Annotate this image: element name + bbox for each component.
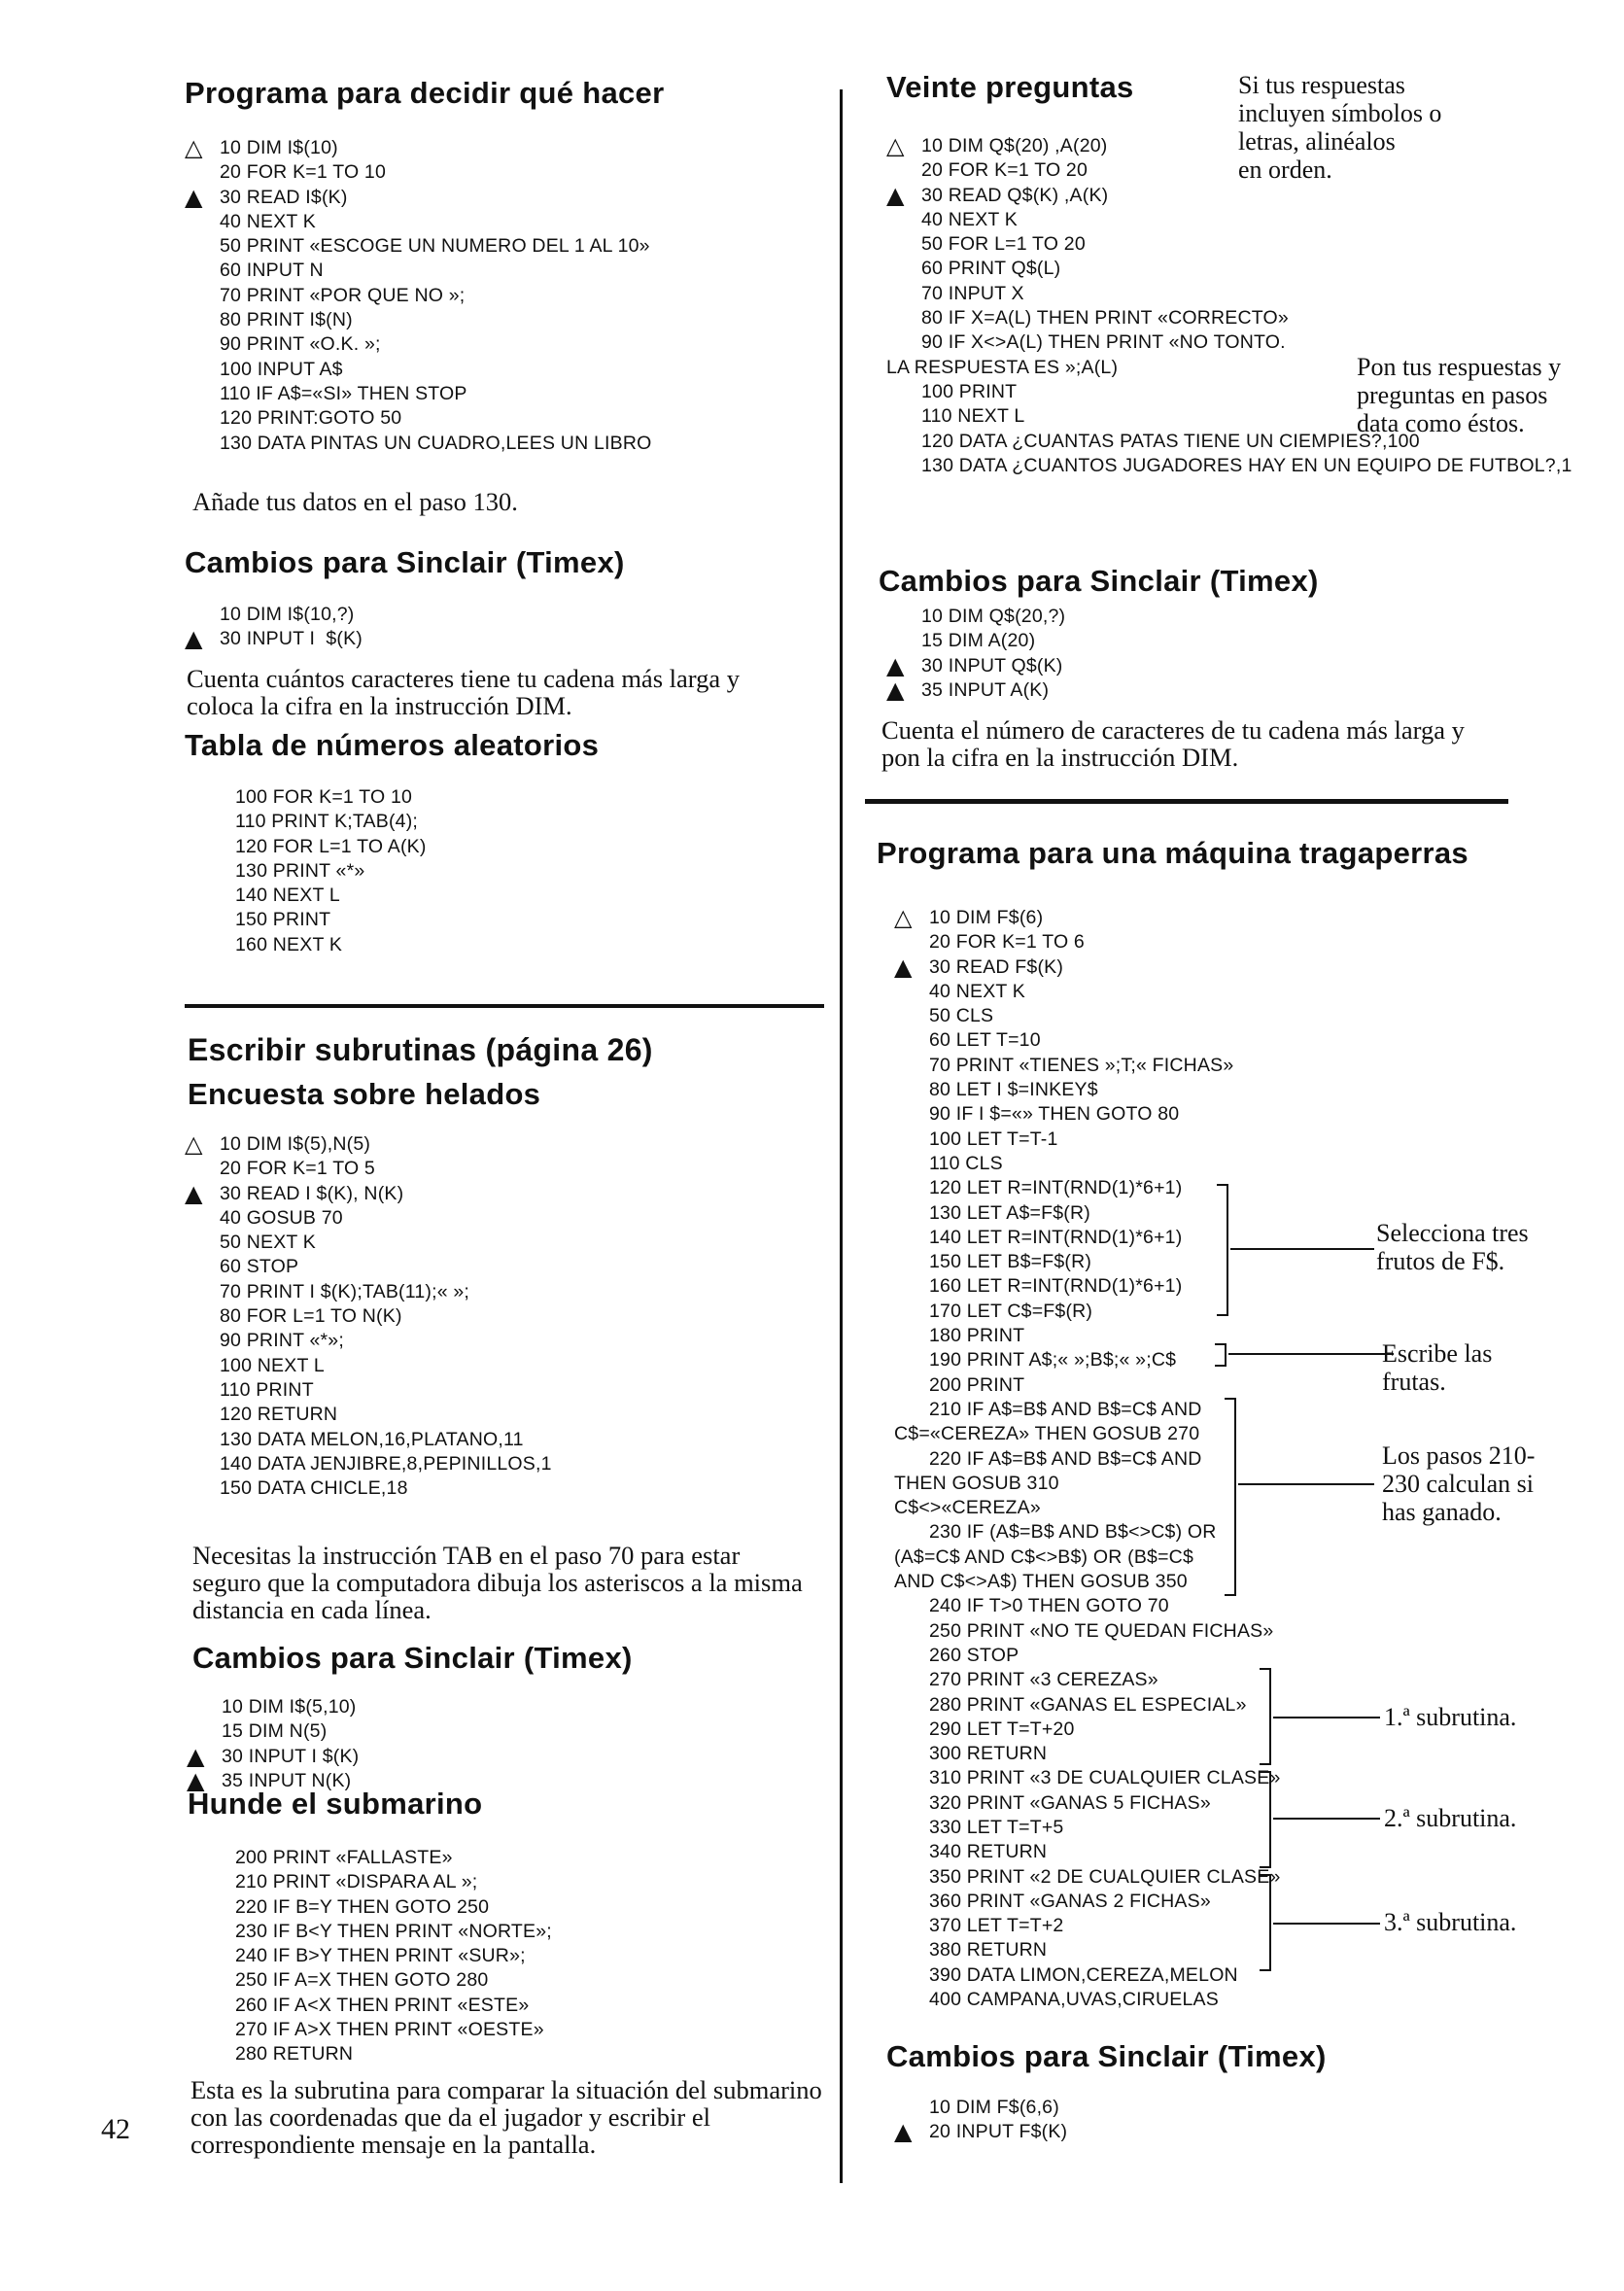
code-line — [894, 1766, 1281, 1790]
filled-triangle-icon: ▲ — [185, 183, 203, 211]
code-line — [185, 1206, 552, 1231]
code-line-text: 320 PRINT «GANAS 5 FICHAS» — [929, 1791, 1211, 1814]
code-line — [894, 1963, 1281, 1988]
annotation-pasos: Los pasos 210- 230 calculan si has ganado. — [1382, 1441, 1536, 1526]
code-line-text: 60 INPUT N — [220, 260, 324, 282]
code-line-text: 10 DIM F$(6) — [929, 907, 1044, 928]
filled-triangle-icon: ▲ — [894, 953, 913, 981]
code-line — [185, 259, 652, 283]
code-line-text: 140 NEXT L — [235, 885, 340, 907]
code-line — [185, 234, 652, 259]
code-line — [185, 332, 652, 357]
code-line — [200, 908, 427, 932]
code-line — [185, 1157, 552, 1181]
code-line — [185, 406, 652, 431]
code-line-text: 50 FOR L=1 TO 20 — [921, 233, 1086, 256]
code-line — [200, 1968, 552, 1993]
filled-triangle-icon: ▲ — [886, 651, 905, 679]
section-title-veinte: Veinte preguntas — [886, 70, 1134, 104]
code-line-text: 370 LET T=T+2 — [929, 1915, 1064, 1937]
code-line — [894, 1028, 1281, 1053]
code-line-text: 200 PRINT «FALLASTE» — [235, 1847, 453, 1868]
section-title-decidir: Programa para decidir qué hacer — [185, 76, 665, 110]
code-listing-sinclair-4 — [894, 2096, 1067, 2145]
code-line-text: 230 IF (A$=B$ AND B$<>C$) OR — [929, 1521, 1217, 1544]
note-decidir: Añade tus datos en el paso 130. — [192, 487, 518, 516]
code-line — [886, 257, 1572, 281]
code-line — [886, 232, 1572, 257]
code-line — [185, 432, 652, 456]
code-line — [185, 1452, 552, 1476]
code-line-text: 30 INPUT I $(K) — [220, 628, 363, 650]
code-line-text: 160 LET R=INT(RND(1)*6+1) — [929, 1275, 1183, 1298]
code-line — [185, 1403, 552, 1427]
code-listing-sinclair-2 — [187, 1695, 359, 1793]
code-line-text: 60 PRINT Q$(L) — [921, 258, 1061, 280]
code-line — [185, 1476, 552, 1501]
note-submarino: Esta es la subrutina para comparar la situación del submarino con las coordenadas que da el jugador y escribir el correspondiente mensaje en la pantalla. — [190, 2075, 822, 2159]
code-line-text: 140 LET R=INT(RND(1)*6+1) — [929, 1226, 1183, 1248]
section-divider — [185, 1004, 824, 1008]
code-line — [894, 1447, 1281, 1472]
code-line — [886, 454, 1572, 478]
leader-sub2 — [1273, 1818, 1380, 1820]
code-line-text: 150 PRINT — [235, 909, 331, 931]
code-line-text: 280 RETURN — [235, 2043, 354, 2065]
code-line — [200, 1870, 552, 1894]
code-line-text: 130 LET A$=F$(R) — [929, 1201, 1090, 1224]
code-line-text: 240 IF B>Y THEN PRINT «SUR»; — [235, 1945, 526, 1967]
code-line-text: 10 DIM I$(5,10) — [222, 1696, 357, 1718]
code-line-text: 210 IF A$=B$ AND B$=C$ AND — [929, 1398, 1202, 1420]
code-line — [187, 1719, 359, 1744]
code-line — [894, 930, 1281, 955]
code-line — [200, 810, 427, 834]
code-line-text: 130 PRINT «*» — [235, 859, 365, 882]
side-note-alinea: Si tus respuestas incluyen símbolos o letras, alinéalos en orden. — [1238, 71, 1442, 184]
code-line — [200, 859, 427, 884]
code-line-text: 10 DIM Q$(20) ,A(20) — [921, 135, 1108, 156]
code-line — [894, 1890, 1281, 1914]
leader-sub3 — [1273, 1923, 1380, 1925]
code-line-text: 100 FOR K=1 TO 10 — [235, 786, 413, 808]
bracket-escribe — [1215, 1343, 1227, 1367]
code-line-text: 110 PRINT K;TAB(4); — [235, 811, 419, 833]
code-line — [200, 2018, 552, 2042]
code-line-text: 40 NEXT K — [929, 980, 1025, 1002]
code-line — [894, 1054, 1281, 1078]
code-line-text: 50 PRINT «ESCOGE UN NUMERO DEL 1 AL 10» — [220, 235, 650, 258]
code-line — [185, 603, 363, 627]
code-line — [886, 629, 1065, 653]
code-line-text: 100 LET T=T-1 — [929, 1128, 1058, 1150]
code-line — [894, 1496, 1281, 1520]
code-line — [185, 358, 652, 382]
code-line — [187, 1695, 359, 1719]
leader-sub1 — [1273, 1717, 1380, 1718]
bracket-sub1 — [1260, 1668, 1271, 1765]
code-line-text: 220 IF A$=B$ AND B$=C$ AND — [929, 1447, 1202, 1470]
code-line — [200, 1994, 552, 2018]
code-line-text: 150 DATA CHICLE,18 — [220, 1477, 408, 1500]
code-line-text: 10 DIM I$(10,?) — [220, 604, 355, 625]
code-line-text: THEN GOSUB 310 — [894, 1472, 1059, 1494]
code-line — [185, 1132, 552, 1157]
bracket-pasos — [1225, 1398, 1236, 1596]
section-title-subrutinas: Escribir subrutinas (página 26) — [188, 1032, 653, 1067]
code-line-text: 50 CLS — [929, 1005, 994, 1027]
annotation-sub2: 2.ª subrutina. — [1384, 1804, 1517, 1832]
code-line — [894, 1570, 1281, 1594]
note-sinclair-3: Cuenta el número de caracteres de tu cadena más larga y pon la cifra en la instrucción DIM. — [881, 715, 1465, 772]
annotation-sub3: 3.ª subrutina. — [1384, 1908, 1517, 1936]
code-line — [185, 1354, 552, 1378]
code-line-text: 20 FOR K=1 TO 20 — [921, 159, 1088, 182]
code-line — [185, 1231, 552, 1255]
code-line-text: 220 IF B=Y THEN GOTO 250 — [235, 1895, 490, 1918]
code-line — [894, 1398, 1281, 1422]
note-sinclair-1: Cuenta cuántos caracteres tiene tu cadena más larga y coloca la cifra en la instrucción DIM. — [187, 664, 740, 720]
code-line-text: 280 PRINT «GANAS EL ESPECIAL» — [929, 1693, 1247, 1716]
code-line-text: 330 LET T=T+5 — [929, 1816, 1064, 1838]
code-line — [894, 2120, 1067, 2144]
section-title-submarino: Hunde el submarino — [188, 1787, 483, 1821]
code-line-text: 10 DIM I$(5),N(5) — [220, 1133, 371, 1155]
code-line — [185, 210, 652, 234]
code-line — [894, 1791, 1281, 1816]
code-line — [886, 158, 1572, 183]
annotation-sub1: 1.ª subrutina. — [1384, 1703, 1517, 1731]
code-line — [894, 2096, 1067, 2120]
section-title-tragaperras: Programa para una máquina tragaperras — [877, 836, 1469, 870]
code-line-text: 100 NEXT L — [220, 1354, 325, 1376]
code-line — [200, 1846, 552, 1870]
code-line — [886, 306, 1572, 330]
code-line-text: 70 INPUT X — [921, 282, 1024, 304]
code-line-text: 380 RETURN — [929, 1939, 1048, 1961]
code-line — [894, 1668, 1281, 1692]
code-line-text: 390 DATA LIMON,CEREZA,MELON — [929, 1963, 1238, 1986]
code-line-text: 20 FOR K=1 TO 6 — [929, 931, 1085, 954]
code-line — [894, 1988, 1281, 2012]
section-title-sinclair-4: Cambios para Sinclair (Timex) — [886, 2039, 1327, 2073]
code-line-text: C$=«CEREZA» THEN GOSUB 270 — [894, 1423, 1200, 1445]
code-line-text: 130 DATA ¿CUANTOS JUGADORES HAY EN UN EQUIPO DE FUTBOL?,1 — [921, 454, 1572, 476]
code-line-text: 120 RETURN — [220, 1404, 338, 1426]
code-line-text: 30 READ Q$(K) ,A(K) — [921, 184, 1109, 206]
section-subtitle-helados: Encuesta sobre helados — [188, 1077, 541, 1111]
code-line — [886, 651, 1065, 679]
code-line-text: 10 DIM I$(10) — [220, 137, 338, 158]
code-line — [185, 382, 652, 406]
code-line — [200, 835, 427, 859]
code-line — [200, 2042, 552, 2066]
code-line — [886, 282, 1572, 306]
code-line — [894, 1840, 1281, 1864]
filled-triangle-icon: ▲ — [886, 181, 905, 209]
code-line-text: 80 IF X=A(L) THEN PRINT «CORRECTO» — [921, 307, 1289, 330]
bracket-sub3 — [1260, 1874, 1271, 1971]
code-line — [894, 1742, 1281, 1766]
code-line-text: 270 PRINT «3 CEREZAS» — [929, 1669, 1158, 1691]
code-line — [185, 1304, 552, 1329]
code-line-text: 120 PRINT:GOTO 50 — [220, 407, 402, 430]
code-line — [200, 1944, 552, 1968]
code-line-text: 110 NEXT L — [921, 405, 1025, 428]
code-line — [894, 1152, 1281, 1176]
code-line-text: 40 NEXT K — [220, 210, 316, 232]
bracket-sub2 — [1260, 1771, 1271, 1868]
code-line — [894, 1865, 1281, 1890]
code-line — [894, 1545, 1281, 1570]
code-line-text: 110 IF A$=«SI» THEN STOP — [220, 382, 467, 404]
code-line — [894, 980, 1281, 1004]
code-line-text: 60 STOP — [220, 1256, 299, 1278]
code-line-text: (A$=C$ AND C$<>B$) OR (B$=C$ — [894, 1545, 1193, 1568]
filled-triangle-icon: ▲ — [185, 1179, 203, 1207]
code-line-text: 80 PRINT I$(N) — [220, 309, 353, 331]
code-line — [894, 1472, 1281, 1496]
bracket-selecciona — [1217, 1184, 1228, 1316]
code-line — [894, 1938, 1281, 1962]
code-line — [886, 181, 1572, 209]
code-line — [894, 955, 1281, 980]
side-note-respuestas: Pon tus respuestas y preguntas en pasos data como éstos. — [1357, 353, 1562, 437]
code-line-text: 20 FOR K=1 TO 5 — [220, 1158, 375, 1180]
code-line-text: 290 LET T=T+20 — [929, 1718, 1075, 1740]
code-line-text: 80 FOR L=1 TO N(K) — [220, 1305, 402, 1328]
leader-escribe — [1228, 1353, 1394, 1355]
code-line-text: 200 PRINT — [929, 1373, 1025, 1396]
code-line-text: 30 INPUT I $(K) — [222, 1745, 360, 1767]
code-line-text: 210 PRINT «DISPARA AL »; — [235, 1871, 478, 1893]
code-line-text: 140 DATA JENJIBRE,8,PEPINILLOS,1 — [220, 1452, 552, 1475]
code-line-text: 260 STOP — [929, 1644, 1019, 1666]
code-line-text: 150 LET B$=F$(R) — [929, 1251, 1092, 1273]
column-separator — [840, 89, 843, 2183]
code-listing-submarino — [200, 1846, 552, 2067]
code-listing-sinclair-3 — [886, 605, 1065, 703]
code-line — [185, 1428, 552, 1452]
code-line — [894, 1718, 1281, 1742]
leader-selecciona — [1230, 1248, 1374, 1250]
code-line-text: 90 PRINT «O.K. »; — [220, 333, 381, 356]
code-line-text: 15 DIM N(5) — [222, 1720, 328, 1743]
code-line-text: 40 GOSUB 70 — [220, 1206, 343, 1229]
code-line-text: 130 DATA PINTAS UN CUADRO,LEES UN LIBRO — [220, 432, 652, 454]
code-line — [185, 1255, 552, 1279]
code-line-text: 30 READ I$(K) — [220, 186, 348, 208]
code-line — [894, 1816, 1281, 1840]
code-line-text: 180 PRINT — [929, 1325, 1025, 1347]
annotation-escribe: Escribe las frutas. — [1382, 1339, 1493, 1396]
code-listing-helados — [185, 1132, 552, 1501]
code-line-text: 120 FOR L=1 TO A(K) — [235, 835, 427, 857]
code-line-text: 250 PRINT «NO TE QUEDAN FICHAS» — [929, 1619, 1274, 1642]
code-line-text: 110 CLS — [929, 1152, 1003, 1174]
code-listing-tragaperras — [894, 906, 1281, 2012]
filled-triangle-icon: ▲ — [187, 1766, 205, 1794]
code-line — [894, 1693, 1281, 1718]
code-line-text: 30 READ I $(K), N(K) — [220, 1182, 404, 1204]
code-line — [200, 933, 427, 957]
section-title-sinclair-1: Cambios para Sinclair (Timex) — [185, 545, 625, 579]
code-line — [200, 884, 427, 908]
code-line-text: 130 DATA MELON,16,PLATANO,11 — [220, 1428, 524, 1450]
code-line-text: 20 INPUT F$(K) — [929, 2121, 1068, 2143]
code-line — [185, 160, 652, 185]
code-line — [185, 308, 652, 332]
code-line-text: 170 LET C$=F$(R) — [929, 1300, 1093, 1322]
code-line-text: 70 PRINT «POR QUE NO »; — [220, 284, 466, 306]
code-line — [894, 1102, 1281, 1127]
code-line-text: 120 LET R=INT(RND(1)*6+1) — [929, 1177, 1183, 1199]
code-line — [894, 1078, 1281, 1102]
code-line — [185, 1179, 552, 1207]
code-line-text: 35 INPUT A(K) — [921, 678, 1050, 701]
code-line-text: 120 DATA ¿CUANTAS PATAS TIENE UN CIEMPIES?,100 — [921, 430, 1420, 452]
section-divider-right — [865, 799, 1508, 804]
code-line — [886, 208, 1572, 232]
code-line-text: 340 RETURN — [929, 1841, 1048, 1863]
code-line-text: AND C$<>A$) THEN GOSUB 350 — [894, 1571, 1188, 1593]
code-line — [894, 1644, 1281, 1668]
code-line-text: 50 NEXT K — [220, 1232, 316, 1254]
code-line — [185, 183, 652, 211]
code-line — [185, 1280, 552, 1304]
code-line-text: 110 PRINT — [220, 1378, 314, 1401]
code-line-text: 40 NEXT K — [921, 208, 1018, 230]
code-line-text: 190 PRINT A$;« »;B$;« »;C$ — [929, 1349, 1177, 1371]
code-line-text: LA RESPUESTA ES »;A(L) — [886, 356, 1119, 378]
code-line-text: 30 READ F$(K) — [929, 955, 1064, 978]
code-line-text: C$<>«CEREZA» — [894, 1497, 1041, 1519]
code-line — [886, 330, 1572, 355]
code-line-text: 260 IF A<X THEN PRINT «ESTE» — [235, 1994, 530, 2016]
code-line — [894, 1914, 1281, 1938]
code-line-text: 60 LET T=10 — [929, 1029, 1041, 1052]
code-line — [200, 1920, 552, 1944]
section-title-sinclair-3: Cambios para Sinclair (Timex) — [879, 564, 1319, 598]
code-line-text: 20 FOR K=1 TO 10 — [220, 161, 387, 184]
page-number: 42 — [101, 2113, 130, 2145]
code-line — [894, 1128, 1281, 1152]
filled-triangle-icon: ▲ — [886, 676, 905, 704]
code-line-text: 240 IF T>0 THEN GOTO 70 — [929, 1595, 1169, 1617]
leader-pasos — [1238, 1483, 1374, 1485]
filled-triangle-icon: ▲ — [185, 625, 203, 653]
code-line — [894, 1619, 1281, 1644]
code-line — [185, 284, 652, 308]
code-listing-tabla — [200, 785, 427, 957]
code-line-text: 90 IF I $=«» THEN GOTO 80 — [929, 1103, 1180, 1126]
code-line — [185, 136, 652, 160]
code-line-text: 100 INPUT A$ — [220, 358, 343, 380]
annotation-selecciona: Selecciona tres frutos de F$. — [1376, 1219, 1529, 1275]
section-title-sinclair-2: Cambios para Sinclair (Timex) — [192, 1641, 633, 1675]
code-line-text: 10 DIM Q$(20,?) — [921, 606, 1066, 627]
code-line-text: 90 PRINT «*»; — [220, 1330, 344, 1352]
code-line-text: 300 RETURN — [929, 1743, 1048, 1765]
open-triangle-icon: △ — [894, 904, 913, 931]
code-line-text: 15 DIM A(20) — [921, 630, 1036, 652]
section-title-tabla: Tabla de números aleatorios — [185, 728, 600, 762]
code-line — [894, 1520, 1281, 1545]
code-line — [894, 1594, 1281, 1618]
code-line-text: 10 DIM F$(6,6) — [929, 2097, 1059, 2118]
code-line — [886, 605, 1065, 629]
code-listing-decidir — [185, 136, 652, 456]
code-line — [200, 785, 427, 810]
code-line-text: 250 IF A=X THEN GOTO 280 — [235, 1969, 489, 1992]
code-line — [894, 1422, 1281, 1446]
code-line-text: 100 PRINT — [921, 380, 1018, 402]
code-line — [200, 1895, 552, 1920]
open-triangle-icon: △ — [185, 1130, 203, 1158]
code-line — [886, 678, 1065, 703]
code-line-text: 35 INPUT N(K) — [222, 1769, 352, 1791]
code-line-text: 90 IF X<>A(L) THEN PRINT «NO TONTO. — [921, 331, 1286, 354]
code-line-text: 310 PRINT «3 DE CUALQUIER CLASE» — [929, 1767, 1281, 1789]
code-line-text: 70 PRINT I $(K);TAB(11);« »; — [220, 1280, 470, 1302]
code-line — [185, 1329, 552, 1353]
code-listing-sinclair-1 — [185, 603, 363, 652]
open-triangle-icon: △ — [185, 134, 203, 161]
filled-triangle-icon: ▲ — [894, 2118, 913, 2146]
code-line-text: 80 LET I $=INKEY$ — [929, 1079, 1098, 1101]
code-line — [894, 906, 1281, 930]
code-line — [894, 1373, 1281, 1398]
code-line-text: 400 CAMPANA,UVAS,CIRUELAS — [929, 1989, 1219, 2011]
code-line-text: 160 NEXT K — [235, 933, 343, 955]
code-line — [187, 1742, 360, 1770]
code-line-text: 360 PRINT «GANAS 2 FICHAS» — [929, 1890, 1211, 1912]
code-line-text: 30 INPUT Q$(K) — [921, 654, 1063, 677]
open-triangle-icon: △ — [886, 132, 905, 159]
code-line-text: 270 IF A>X THEN PRINT «OESTE» — [235, 2019, 544, 2041]
code-line — [185, 1378, 552, 1403]
code-line-text: 350 PRINT «2 DE CUALQUIER CLASE» — [929, 1865, 1281, 1888]
code-line-text: 70 PRINT «TIENES »;T;« FICHAS» — [929, 1054, 1234, 1076]
code-line — [886, 134, 1572, 158]
code-line — [894, 1004, 1281, 1028]
note-helados: Necesitas la instrucción TAB en el paso 70 para estar seguro que la computadora dibuja los asteriscos a la misma distancia en cada línea. — [192, 1541, 803, 1624]
code-line — [185, 627, 363, 651]
code-line-text: 230 IF B<Y THEN PRINT «NORTE»; — [235, 1920, 552, 1942]
filled-triangle-icon: ▲ — [187, 1742, 205, 1770]
